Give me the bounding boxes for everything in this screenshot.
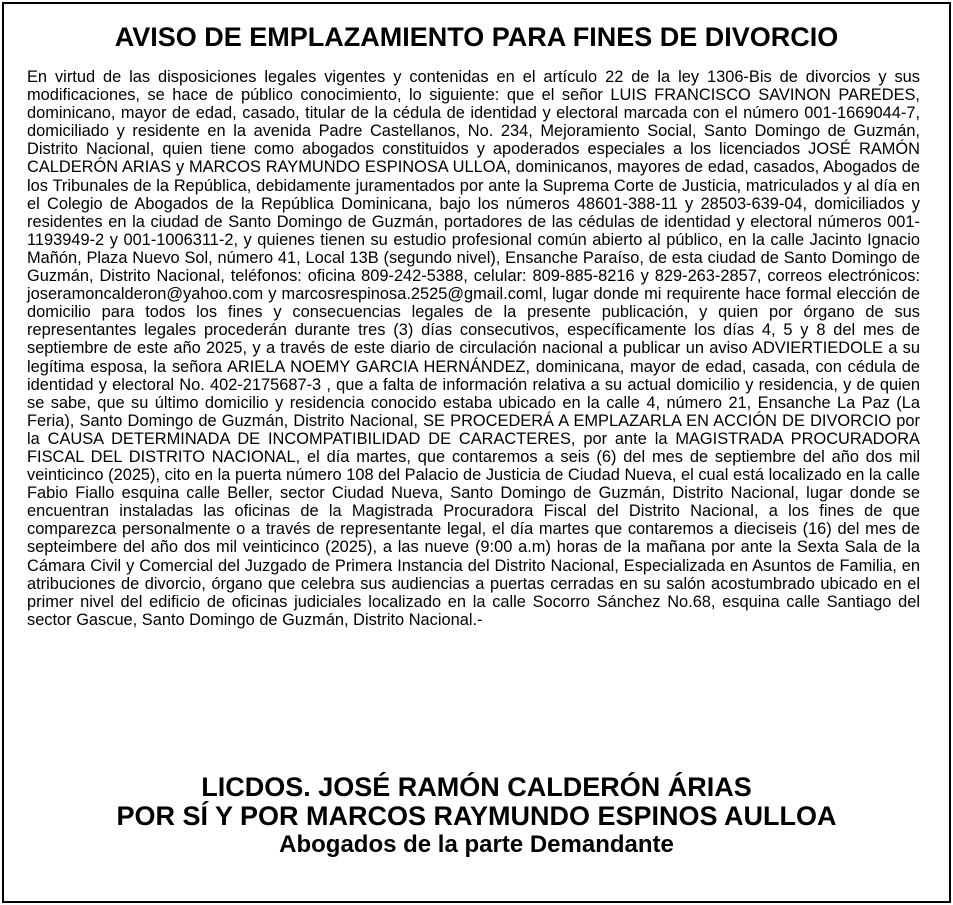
notice-body: En virtud de las disposiciones legales vigentes y contenidas en el artículo 22 de la ley 1306-Bis de divorcios y sus modificaciones, se hace de público conocimiento, lo siguiente: que el señor LUIS FRANCISCO SAVINON PAREDES, dominicano, mayor de edad, casado, titular de la cédula de identidad y electoral marcada con el número 001-1669044-7, domiciliado y residente en la avenida Padre Castellanos, No. 234, Mejoramiento Social, Santo Domingo de Guzmán, Distrito Nacional, quien tiene como abogados constituidos y apoderados especiales a los licenciados JOSÉ RAMÓN CALDERÓN ARIAS y MARCOS RAYMUNDO ESPINOSA ULLOA, dominicanos, mayores de edad, casados, Abogados de los Tribunales de la República, debidamente juramentados por ante la Suprema Corte de Justicia, matriculados y al día en el Colegio de Abogados de la República Dominicana, bajo los números 48601-388-11 y 28503-639-04, domiciliados y residentes en la ciudad de Santo Domingo de Guzmán, portadores de las cédulas de identidad y electoral números 001-1193949-2 y 001-1006311-2, y quienes tienen su estudio profesional común abierto al público, en la calle Jacinto Ignacio Mañón, Plaza Nuevo Sol, número 41, Local 13B (segundo nivel), Ensanche Paraíso, de esta ciudad de Santo Domingo de Guzmán, Distrito Nacional, teléfonos: oficina 809-242-5388, celular: 809-885-8216 y 829-263-2857, correos electrónicos: joseramoncalderon@yahoo.com y marcosrespinosa.2525@gmail.coml, lugar donde mi requirente hace formal elección de domicilio para todos los fines y consecuencias legales de la presente publicación, y quien por órgano de sus representantes legales procederán durante tres (3) días consecutivos, específicamente los días 4, 5 y 8 del mes de septiembre de este año 2025, y a través de este diario de circulación nacional a publicar un aviso ADVIERTIEDOLE a su legítima esposa, la señora ARIELA NOEMY GARCIA HERNÁNDEZ, dominicana, mayor de edad, casada, con cédula de identidad y electoral No. 402-2175687-3 , que a falta de información relativa a su actual domicilio y residencia, y de quien se sabe, que su último domicilio y residencia conocido estaba ubicado en la calle 4, número 21, Ensanche La Paz (La Feria), Santo Domingo de Guzmán, Distrito Nacional, SE PROCEDERÁ A EMPLAZARLA EN ACCIÓN DE DIVORCIO por la CAUSA DETERMINADA DE INCOMPATIBILIDAD DE CARACTERES, por ante la MAGISTRADA PROCURADORA FISCAL DEL DISTRITO NACIONAL, el día martes, que contaremos a seis (6) del mes de septiembre del año dos mil veinticinco (2025), cito en la puerta número 108 del Palacio de Justicia de Ciudad Nueva, el cual está localizado en la calle Fabio Fiallo esquina calle Beller, sector Ciudad Nueva, Santo Domingo de Guzmán, Distrito Nacional, lugar donde se encuentran instaladas las oficinas de la Magistrada Procuradora Fiscal del Distrito Nacional, a los fines de que comparezca personalmente o a través de representante legal, el día martes que contaremos a dieciseis (16) del mes de septeimbere del año dos mil veinticinco (2025), a las nueve (9:00 a.m) horas de la mañana por ante la Sexta Sala de la Cámara Civil y Comercial del Juzgado de Primera Instancia del Distrito Nacional, Especializada en Asuntos de Familia, en atribuciones de divorcio, órgano que celebra sus audiencias a puertas cerradas en su salón acostumbrado ubicado en el primer nivel del edificio de oficinas judiciales localizado en la calle Socorro Sánchez No.68, esquina calle Santiago del sector Gascue, Santo Domingo de Guzmán, Distrito Nacional.- — [27, 68, 920, 629]
signature-role: Abogados de la parte Demandante — [279, 831, 674, 858]
notice-title: AVISO DE EMPLAZAMIENTO PARA FINES DE DIVORCIO — [114, 22, 839, 52]
signature-block — [0, 773, 953, 859]
signature-lawyer-names: LICDOS. JOSÉ RAMÓN CALDERÓN ÁRIAS — [201, 772, 752, 802]
signature-co-lawyer: POR SÍ Y POR MARCOS RAYMUNDO ESPINOS AULLOA — [116, 801, 837, 831]
